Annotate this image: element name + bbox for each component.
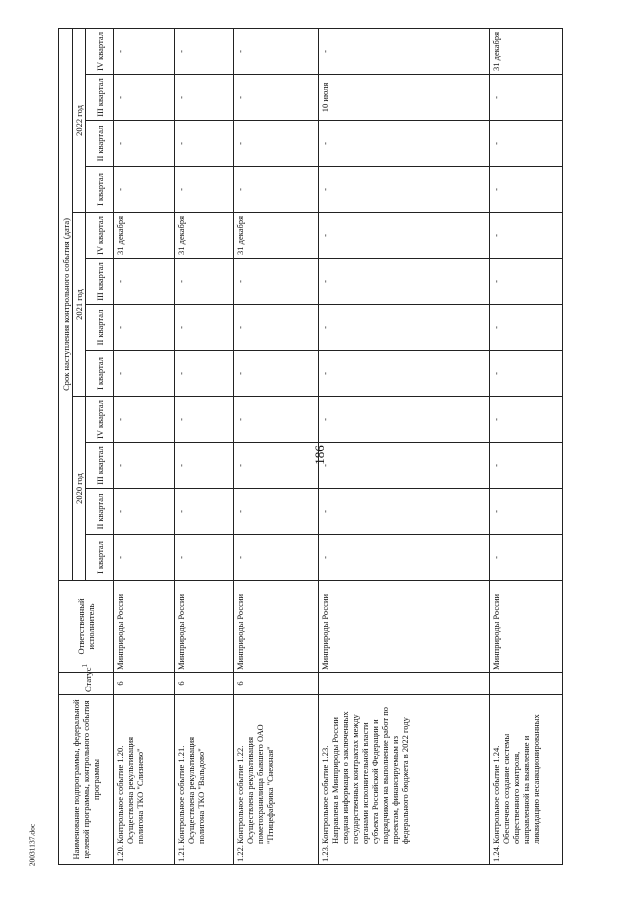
quarter-cell: [114, 167, 175, 213]
quarter-cell: [234, 121, 319, 167]
event-number: 1.21.: [176, 845, 186, 862]
event-name: Контрольное событие 1.24. Обеспечено создание системы общественного контроля, направленной на выявление и ликвидацию несанкционированных: [491, 714, 541, 844]
quarter-value: -: [115, 280, 125, 283]
quarter-cell: [490, 489, 563, 535]
quarter-cell: [175, 259, 234, 305]
executor-cell: Минприроды России: [114, 581, 175, 673]
quarter-cell: [490, 351, 563, 397]
status-footnote: 1: [80, 663, 89, 668]
table-row: [175, 28, 234, 864]
quarter-cell: [234, 489, 319, 535]
quarter-value: -: [320, 142, 330, 145]
quarter-cell: [319, 351, 490, 397]
status-cell: 6: [114, 673, 175, 695]
quarter-cell: [175, 213, 234, 259]
quarter-cell: [490, 75, 563, 121]
quarter-cell: [319, 167, 490, 213]
event-name-cell: [234, 695, 319, 865]
table-row: [319, 28, 490, 864]
quarter-cell: [490, 305, 563, 351]
event-number: 1.23.: [320, 845, 330, 862]
quarter-value: 31 декабря: [176, 216, 186, 255]
quarter-value: -: [235, 372, 245, 375]
quarter-value: -: [320, 188, 330, 191]
quarter-cell: [490, 535, 563, 581]
quarter-value: -: [491, 188, 501, 191]
quarter-cell: [114, 535, 175, 581]
executor-cell: Минприроды России: [175, 581, 234, 673]
quarter-value: -: [115, 372, 125, 375]
quarter-cell: [114, 75, 175, 121]
quarter-cell: [234, 305, 319, 351]
quarter-value: -: [491, 234, 501, 237]
quarter-value: -: [176, 556, 186, 559]
name-column-header: Наименование подпрограммы, федеральной целевой программы, контрольного события программы: [59, 695, 114, 865]
table-row: [234, 28, 319, 864]
quarter-header: II квартал: [86, 489, 114, 535]
status-cell: 6: [234, 673, 319, 695]
quarter-cell: [490, 397, 563, 443]
event-name: Контрольное событие 1.23. Направлена в Минприроды России сводная информация о заключенных государственных контрактах между органами исполнительной власти субъекта Российской Федерации и подрядчиком на выполнение работ по проектам, финансируемым из федерального бюджета в 2022 году: [320, 706, 410, 844]
quarter-value: -: [320, 234, 330, 237]
event-number: 1.20.: [115, 845, 125, 862]
year-header: 2022 год: [73, 28, 86, 212]
event-name: Контрольное событие 1.20. Осуществлена рекультивация полигона ТКО "Слизнево": [115, 736, 145, 844]
status-cell: [490, 673, 563, 695]
quarter-value: -: [320, 464, 330, 467]
quarter-header: IV квартал: [86, 28, 114, 74]
quarter-cell: [114, 489, 175, 535]
event-name: Контрольное событие 1.21. Осуществлена рекультивация полигона ТКО "Вальдово": [176, 736, 206, 844]
quarter-value: -: [491, 418, 501, 421]
quarter-value: -: [491, 372, 501, 375]
quarter-value: -: [235, 50, 245, 53]
quarter-value: -: [320, 510, 330, 513]
quarter-value: -: [320, 372, 330, 375]
status-cell: 6: [175, 673, 234, 695]
event-name-cell: [490, 695, 563, 865]
quarter-cell: [114, 213, 175, 259]
quarter-value: -: [491, 280, 501, 283]
executor-cell: Минприроды России: [319, 581, 490, 673]
quarter-value: -: [235, 96, 245, 99]
quarter-cell: [319, 259, 490, 305]
quarter-cell: [114, 121, 175, 167]
rotated-table-page: [58, 33, 618, 865]
quarter-cell: [175, 75, 234, 121]
quarter-cell: [234, 28, 319, 74]
quarter-cell: [175, 121, 234, 167]
quarter-header: IV квартал: [86, 213, 114, 259]
quarter-cell: [490, 121, 563, 167]
quarter-header: III квартал: [86, 443, 114, 489]
quarter-cell: [175, 305, 234, 351]
quarter-header: I квартал: [86, 167, 114, 213]
quarter-cell: [490, 213, 563, 259]
event-name-cell: [175, 695, 234, 865]
table-row: [114, 28, 175, 864]
quarter-value: 31 декабря: [491, 31, 501, 71]
quarter-value: -: [320, 556, 330, 559]
quarter-value: -: [491, 96, 501, 99]
quarter-value: -: [115, 556, 125, 559]
quarter-header: I квартал: [86, 535, 114, 581]
executor-cell: Минприроды России: [490, 581, 563, 673]
quarter-cell: [319, 489, 490, 535]
quarter-value: -: [320, 50, 330, 53]
quarter-cell: [490, 167, 563, 213]
quarter-cell: [175, 397, 234, 443]
quarter-cell: [319, 397, 490, 443]
year-header: 2021 год: [73, 213, 86, 397]
page-number: 186: [312, 445, 327, 465]
quarter-cell: [175, 28, 234, 74]
quarter-cell: [234, 213, 319, 259]
quarter-value: -: [320, 326, 330, 329]
quarter-cell: [175, 351, 234, 397]
deadline-header: Срок наступления контрольного события (дата): [59, 28, 73, 580]
quarter-cell: [234, 443, 319, 489]
quarter-header: II квартал: [86, 121, 114, 167]
quarter-cell: [319, 305, 490, 351]
quarter-value: -: [235, 510, 245, 513]
quarter-value: 31 декабря: [235, 216, 245, 255]
quarter-value: -: [235, 142, 245, 145]
quarter-cell: [319, 75, 490, 121]
quarter-value: -: [176, 50, 186, 53]
quarter-cell: [114, 351, 175, 397]
event-number: 1.24.: [491, 845, 501, 862]
quarter-cell: [114, 28, 175, 74]
quarter-header: III квартал: [86, 75, 114, 121]
quarter-value: -: [176, 326, 186, 329]
table-row: [490, 28, 563, 864]
status-label: Статус: [82, 667, 93, 692]
quarter-value: -: [491, 464, 501, 467]
quarter-cell: [234, 75, 319, 121]
quarter-cell: [114, 443, 175, 489]
quarter-value: -: [491, 556, 501, 559]
quarter-value: -: [115, 326, 125, 329]
quarter-cell: [234, 535, 319, 581]
quarter-value: -: [235, 464, 245, 467]
quarter-value: -: [176, 142, 186, 145]
quarter-value: -: [235, 188, 245, 191]
quarter-cell: [490, 443, 563, 489]
quarter-header: II квартал: [86, 305, 114, 351]
quarter-value: -: [115, 188, 125, 191]
quarter-value: -: [320, 418, 330, 421]
quarter-cell: [175, 443, 234, 489]
quarter-value: -: [235, 326, 245, 329]
event-name: Контрольное событие 1.22. Осуществлена рекультивация пометохранилища бывшего ОАО "Птицефабрика "Снежная": [235, 724, 275, 844]
quarter-value: -: [176, 188, 186, 191]
quarter-header: III квартал: [86, 259, 114, 305]
event-name-cell: [114, 695, 175, 865]
quarter-value: -: [176, 280, 186, 283]
event-number: 1.22.: [235, 845, 245, 862]
quarter-cell: [175, 167, 234, 213]
quarter-value: -: [491, 326, 501, 329]
quarter-value: -: [115, 510, 125, 513]
quarter-value: -: [176, 418, 186, 421]
event-name-cell: [319, 695, 490, 865]
quarter-value: -: [320, 280, 330, 283]
quarter-value: -: [235, 418, 245, 421]
quarter-value: -: [115, 418, 125, 421]
quarter-cell: [175, 489, 234, 535]
quarter-cell: [319, 28, 490, 74]
quarter-value: -: [176, 510, 186, 513]
quarter-value: -: [115, 96, 125, 99]
status-cell: [319, 673, 490, 695]
quarter-value: -: [235, 280, 245, 283]
quarter-cell: [234, 397, 319, 443]
quarter-cell: [234, 167, 319, 213]
quarter-cell: [114, 259, 175, 305]
year-header: 2020 год: [73, 397, 86, 581]
quarter-value: -: [176, 372, 186, 375]
quarter-value: 31 декабря: [115, 216, 125, 255]
quarter-cell: [114, 397, 175, 443]
quarter-value: 10 июля: [320, 82, 330, 113]
quarter-cell: [319, 121, 490, 167]
quarter-cell: [490, 259, 563, 305]
quarter-cell: [114, 305, 175, 351]
quarter-cell: [490, 28, 563, 74]
status-column-header: [59, 663, 114, 695]
quarter-cell: [234, 351, 319, 397]
quarter-value: -: [115, 142, 125, 145]
executor-cell: Минприроды России: [234, 581, 319, 673]
quarter-value: -: [176, 464, 186, 467]
quarter-value: -: [491, 510, 501, 513]
quarter-value: -: [235, 556, 245, 559]
quarter-value: -: [115, 50, 125, 53]
control-events-table: [58, 28, 563, 865]
quarter-cell: [175, 535, 234, 581]
quarter-header: I квартал: [86, 351, 114, 397]
quarter-value: -: [115, 464, 125, 467]
quarter-cell: [319, 443, 490, 489]
document-id: 20031137.doc: [27, 823, 37, 867]
quarter-value: -: [176, 96, 186, 99]
quarter-header: IV квартал: [86, 397, 114, 443]
quarter-value: -: [491, 142, 501, 145]
quarter-cell: [319, 213, 490, 259]
quarter-cell: [319, 535, 490, 581]
executor-column-header: Ответственный исполнитель: [59, 581, 114, 673]
quarter-cell: [234, 259, 319, 305]
